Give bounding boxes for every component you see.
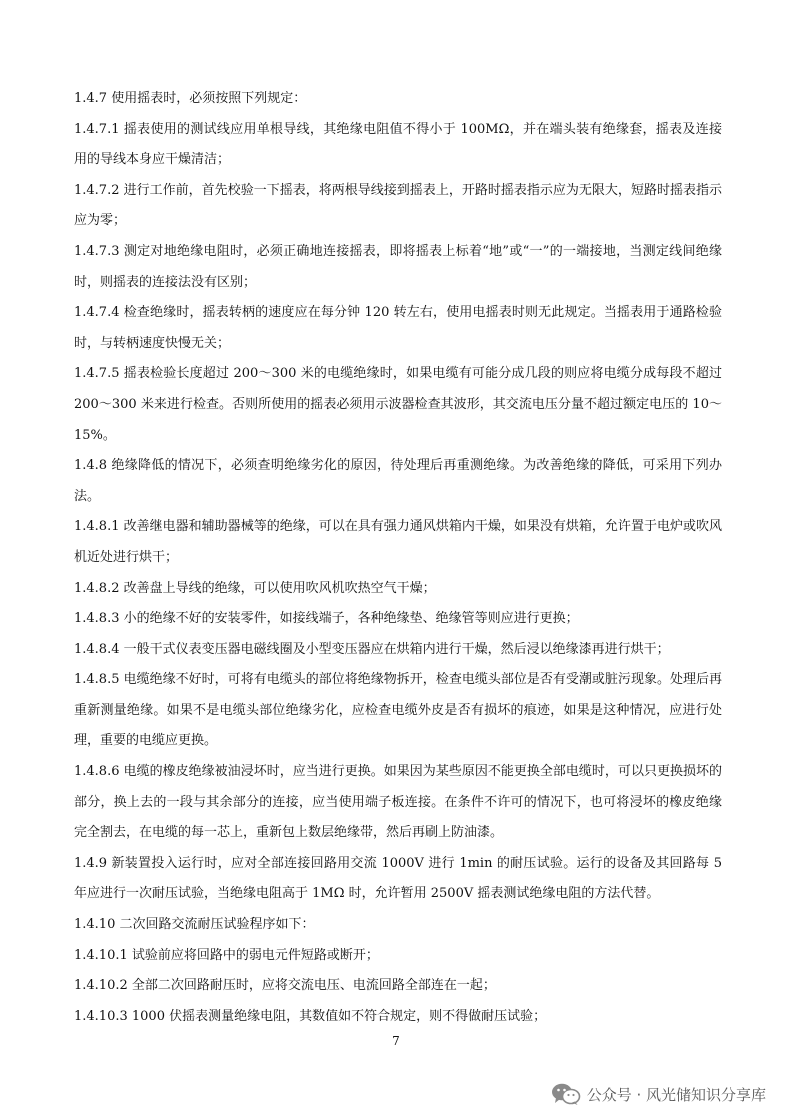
watermark: [551, 1082, 766, 1106]
paragraph-1-4-7-2: 1.4.7.2 进行工作前，首先校验一下摇表，将两根导线接到摇表上，开路时摇表指示应为无限大，短路时摇表指示应为零；: [74, 182, 722, 229]
paragraph-1-4-7-5: 1.4.7.5 摇表检验长度超过 200～300 米的电缆绝缘时，如果电缆有可能分成几段的则应将电缆分成每段不超过 200～300 米来进行检查。否则所使用的摇表必须用示波器检查其波形，其交流电压分量不超过额定电压的 10～15%。: [74, 366, 722, 443]
page-number: 7: [392, 1034, 400, 1048]
paragraph-1-4-8: 1.4.8 绝缘降低的情况下，必须查明绝缘劣化的原因，待处理后再重测绝缘。为改善绝缘的降低，可采用下列办法。: [74, 458, 722, 504]
paragraph-1-4-8-2: 1.4.8.2 改善盘上导线的绝缘，可以使用吹风机吹热空气干燥；: [74, 580, 436, 596]
paragraph-1-4-8-6: 1.4.8.6 电缆的橡皮绝缘被油浸坏时，应当进行更换。如果因为某些原因不能更换全部电缆时，可以只更换损坏的部分，换上去的一段与其余部分的连接，应当使用端子板连接。在条件不许可的情况下，也可将浸坏的橡皮绝缘完全割去，在电缆的每一芯上，重新包上数层绝缘带，然后再刷上防油漆。: [74, 764, 722, 841]
paragraph-1-4-8-3: 1.4.8.3 小的绝缘不好的安装零件，如接线端子，各种绝缘垫、绝缘管等则应进行更换；: [74, 611, 579, 627]
paragraph-1-4-10-1: 1.4.10.1 试验前应将回路中的弱电元件短路或断开；: [74, 947, 379, 963]
paragraph-1-4-9: 1.4.9 新装置投入运行时，应对全部连接回路用交流 1000V 进行 1min 的耐压试验。运行的设备及其回路每 5 年应进行一次耐压试验，当绝缘电阻高于 1MΩ 时，允许暂用 2500V 摇表测试绝缘电阻的方法代替。: [74, 855, 722, 902]
wechat-icon: [551, 1082, 581, 1106]
paragraph-1-4-8-4: 1.4.8.4 一般干式仪表变压器电磁线圈及小型变压器应在烘箱内进行干燥，然后浸以绝缘漆再进行烘干；: [74, 641, 670, 657]
paragraph-1-4-8-1: 1.4.8.1 改善继电器和辅助器械等的绝缘，可以在具有强力通风烘箱内干燥，如果没有烘箱，允许置于电炉或吹风机近处进行烘干；: [74, 519, 722, 565]
paragraph-1-4-8-5: 1.4.8.5 电缆绝缘不好时，可将有电缆头的部位将绝缘物拆开，检查电缆头部位是否有受潮或脏污现象。处理后再重新测量绝缘。如果不是电缆头部位绝缘劣化，应检查电缆外皮是否有损坏的痕迹，如果是这种情况，应进行处理，重要的电缆应更换。: [74, 672, 722, 749]
paragraph-1-4-7-3: 1.4.7.3 测定对地绝缘电阻时，必须正确地连接摇表，即将摇表上标着“地”或“一”的一端接地，当测定线间绝缘时，则摇表的连接法没有区别；: [74, 243, 722, 290]
paragraph-1-4-10: 1.4.10 二次回路交流耐压试验程序如下：: [74, 917, 315, 933]
paragraph-1-4-10-3: 1.4.10.3 1000 伏摇表测量绝缘电阻，其数值如不符合规定，则不得做耐压试验；: [74, 1008, 547, 1024]
paragraph-1-4-7: 1.4.7 使用摇表时，必须按照下列规定：: [74, 91, 307, 106]
document-body: [74, 84, 722, 1032]
paragraph-1-4-7-1: 1.4.7.1 摇表使用的测试线应用单根导线，其绝缘电阻值不得小于 100MΩ，并在端头装有绝缘套，摇表及连接用的导线本身应干燥清洁；: [74, 121, 722, 168]
paragraph-1-4-7-4: 1.4.7.4 检查绝缘时，摇表转柄的速度应在每分钟 120 转左右，使用电摇表时则无此规定。当摇表用于通路检验时，与转柄速度快慢无关；: [74, 305, 722, 351]
watermark-text: 公众号 · 风光储知识分享库: [586, 1085, 766, 1104]
paragraph-1-4-10-2: 1.4.10.2 全部二次回路耐压时，应将交流电压、电流回路全部连在一起；: [74, 978, 496, 994]
